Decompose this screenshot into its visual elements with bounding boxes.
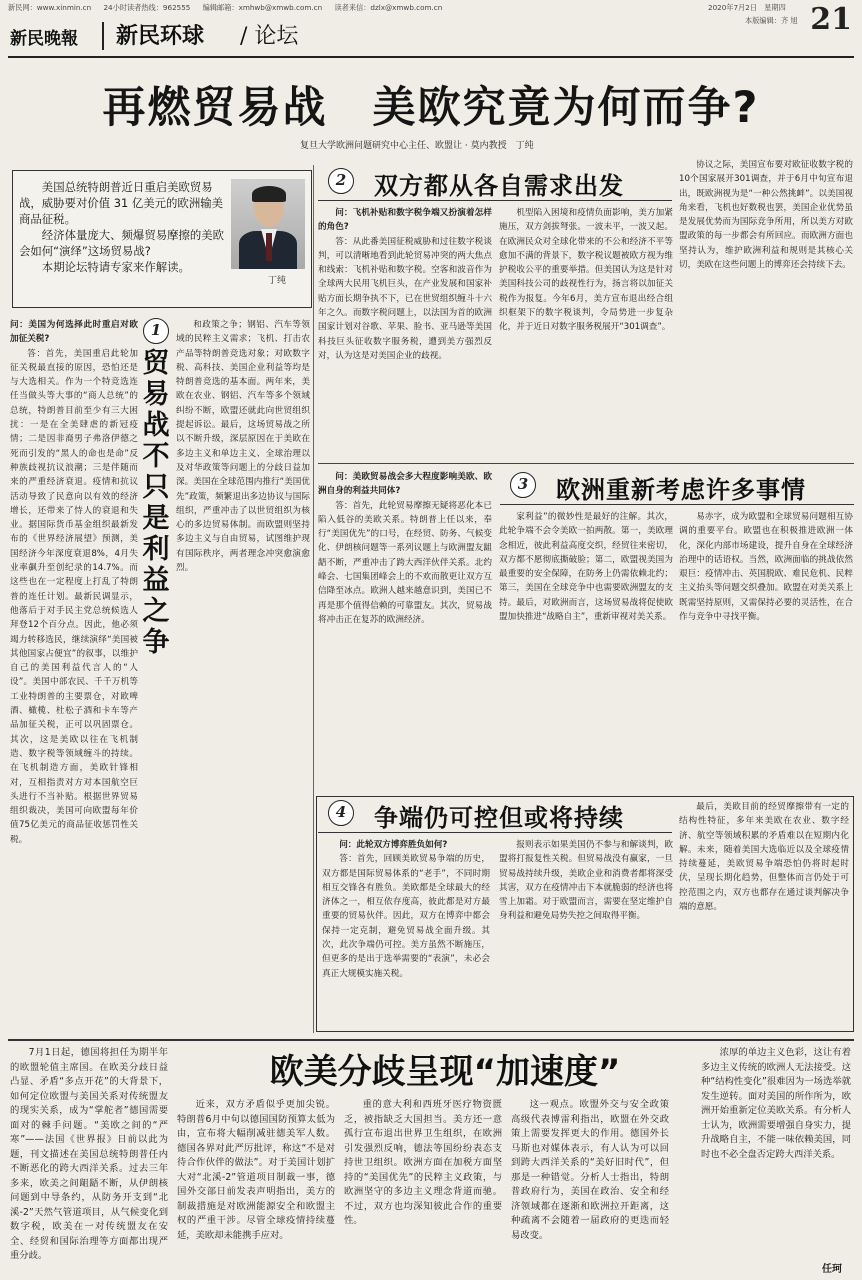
- bottom-author: 任珂: [822, 1264, 842, 1275]
- section-divider: [318, 463, 854, 464]
- author-photo: [231, 179, 305, 269]
- section-2-badge: 2: [328, 168, 354, 194]
- section-3-answer-cont: 家利益”的微妙性是最好的注解。其次，此轮争端不会令美欧一拍两散。第一，美欧理念相近，彼此利益高度交织，经贸往来密切，双方都不愿彻底撕破脸；第二，欧盟视美国为最重要的安全保障，在防务上仍需依赖北约；第三，美国在全球竞争中也需要欧洲盟友的支持。最后，对欧洲而言，这场贸易战将促使欧盟加快推进“战略自主”，重新审视对美关系。: [499, 512, 673, 623]
- section-2-question: 问：飞机补贴和数字税争端又扮演着怎样的角色?: [318, 208, 492, 233]
- section-3-title: 欧洲重新考虑许多事情: [556, 476, 806, 504]
- intro-text: [19, 179, 231, 275]
- section-2-answer-cont: 机型陷入困境和疫情负面影响，美方加紧施压，双方剑拔弩张。一波未平，一波又起。在欧洲民众对全球化带来的不公和经济不平等愈加不满的背景下，数字税议题被欧方视为维护税收公平的重要举措。但美国认为这是针对美国科技公司的歧视性行为，扬言将以加征关税作为报复。今年6月，美方宣布退出经合组织框架下的数字税谈判，令局势进一步复杂化，并于近日对数字服务税展开“301调查”。: [499, 208, 673, 333]
- page-number: 21: [810, 2, 852, 37]
- section-2-column-b: [499, 206, 673, 458]
- section-3-column-c: [679, 510, 853, 790]
- bottom-paragraph: 重的意大利和西班牙医疗物资匮乏，被指缺乏大国担当。美方还一意孤行宣布退出世界卫生组织，在欧洲引发强烈反响，德法等国纷纷表态支持世卫组织。欧洲方面在加税方面坚持的“美国优先”的民粹主义政策，与欧洲坚守的多边主义理念背道而驰。不过，双方也均深知彼此合作的重要性。: [344, 1099, 502, 1226]
- section-1-question: 问：美国为何选择此时重启对欧加征关税?: [10, 320, 138, 345]
- website-text: 新民网：www.xinmin.cn: [8, 3, 92, 12]
- section-name: 新民环球: [116, 23, 205, 49]
- section-4-badge: 4: [328, 800, 354, 826]
- reader-email-text: 读者来信：dzlx@xmwb.com.cn: [334, 3, 443, 12]
- bottom-column-5: [701, 1046, 851, 1258]
- section-3-column-b: [499, 510, 673, 790]
- section-1-answer-cont: 和政策之争；钢铝、汽车等领域的民粹主义需求；飞机、打击农产品等特朗普竞选对象；对欧数字税、高科技、美国企业利益等均是特朗普竞选的基本面。两年来，美欧在农业、钢铝、汽车等多个领域纠纷不断，欧盟还就此向世贸组织提起诉讼。最后，这场贸易战之所以不断升级，深层原因在于美欧在多边主义和单边主义、全球治理以及对华政策等问题上的分歧日益加深。美国在全球范围内推行“美国优先”政策，频繁退出多边协议与国际组织，严重冲击了以世贸组织为核心的多边贸易体制。而欧盟则坚持多边主义与自由贸易，试图维护现有国际秩序，两者理念冲突愈演愈烈。: [176, 320, 310, 574]
- section-3-column-a: [318, 470, 492, 790]
- section-4-column-b: [499, 838, 673, 1028]
- section-4-question: 问：此轮双方博弈胜负如何?: [339, 840, 448, 850]
- bottom-paragraph: 这一观点。欧盟外交与安全政策高级代表博雷利指出，欧盟在外交政策上需要发挥更大的作用。德国外长马斯也对媒体表示，有人认为可以回到跨大西洋关系的“美好旧时代”，但那是一种错觉。分析人士指出，特朗普政府行为，美国在政治、安全和经济领域都在逐渐和欧洲拉开距离，这种疏离不会随着一届政府的更迭而轻易改变。: [511, 1099, 669, 1241]
- section-3-answer-cont: 易赤字，成为欧盟和全球贸易问题相互协调的重要平台。欧盟也在积极推进欧洲一体化，深化内部市场建设，提升自身在全球经济治理中的话语权。当然，欧洲面临的挑战依然艰巨：疫情冲击、英国脱欧、难民危机、民粹主义抬头等问题交织叠加。欧盟在对美关系上既需坚持原则，又需保持必要的灵活性，在合作与竞争中寻找平衡。: [679, 512, 853, 623]
- section-1-title: 贸易战不只是利益之争: [142, 348, 170, 658]
- page-editor: 本版编辑：齐 旭: [745, 16, 798, 25]
- section-4-column-c: [679, 800, 849, 1028]
- section-2-rule: [318, 200, 672, 201]
- bottom-article-title: 欧美分歧呈现“加速度”: [269, 1052, 621, 1092]
- masthead-rule: [8, 56, 854, 58]
- editor-email-text: 编辑邮箱：xmhwb@xmwb.com.cn: [202, 3, 323, 12]
- bottom-paragraph: 近来，双方矛盾似乎更加尖锐。特朗普6月中旬以德国国防预算太低为由，宣布将大幅削减驻德美军人数。德国各界对此严厉批评，称这“不是对待合作伙伴的做法”。对于美国计划扩大对“北溪-2”管道项目制裁一事，德国外交部日前发表声明指出，美方的制裁措施是对欧洲能源安全和欧盟主权的严重干涉。尽管全球疫情持续蔓延，美欧却未能携手应对。: [177, 1099, 335, 1241]
- section-3-badge: 3: [510, 472, 536, 498]
- hotline-text: 24小时读者热线：962555: [103, 3, 191, 12]
- section-2-answer: 答：从此番美国征税威胁和过往数字税谈判，可以清晰地看到此轮贸易冲突的两大焦点和线索：飞机补贴和数字税。空客和波音作为全球两大民用飞机巨头，在产业发展和国家补贴方面长期争执不下，已在世贸组织缠斗十六年之久。而数字税问题上，以法国为首的欧洲国家计划对谷歌、苹果、脸书、亚马逊等美国科技巨头征收数字服务税，遭到美方强烈反对，认为这是对美国企业的歧视。: [318, 236, 492, 361]
- subsection-name: / 论坛: [240, 24, 299, 49]
- section-2-title: 双方都从各自需求出发: [374, 172, 624, 200]
- byline: 复旦大学欧洲问题研究中心主任、欧盟让 · 莫内教授 丁纯: [300, 141, 534, 151]
- section-1-column-b: [176, 318, 310, 1030]
- section-4-title: 争端仍可控但或将持续: [374, 804, 624, 832]
- masthead-separator: [102, 22, 104, 50]
- intro-paragraph: 美国总统特朗普近日重启美欧贸易战，威胁要对价值 31 亿美元的欧洲输美商品征税。: [19, 180, 223, 226]
- section-1-answer: 答：首先，美国重启此轮加征关税最直接的原因，恐怕还是与大选相关。作为一个特竞选连任当做头等大事的“商人总统”的总统，特朗普目前至少有三大困扰：一是在全美肆虐的新冠疫情；二是因非裔男子弗洛伊德之死而引发的“黑人的命也是命”反种族歧视抗议浪潮；三是伴随而来的严重经济衰退。疫情和抗议活动导致了民意向以有效的经济增长，还带来了恃人的衰退和失业。据国际货币基金组织最新发布的《世界经济展望》预测，美国经济今年深度衰退8%，4月失业率飙升至创纪录的14.7%。而这些也在一定程度上打乱了特朗普的连任计划。最新民调显示，他落后于对手民主党总统候选人拜登12个百分点。因此，他必须竭力转移选民，继续演绎“美国被其他国家占便宜”的叙事，以维护自己的美国利益代言人的“人设”。美国中部农民、千千万机等工业特朗普的主要票仓，对欧啤酒、橄榄、杜松子酒和卡车等产品加征关税，正可以巩固票仓。其次，这是美欧以往在飞机制造、数字税等领域缠斗的持续。在飞机制造方面，美欧针锋相对，互相指责对方对本国航空巨头进行不当补贴。根据世界贸易组织裁决，美国可向欧盟每年价值75亿美元的商品征收惩罚性关税。: [10, 348, 138, 845]
- section-4-answer-cont: 报则表示如果美国仍不参与和解谈判，欧盟将打报复性关税。但贸易战没有赢家，一旦贸易战持续升级，美欧企业和消费者都将深受其害，双方在疫情冲击下本就脆弱的经济也将雪上加霜。对于欧盟而言，需要在坚定维护自身利益和避免局势失控之间取得平衡。: [499, 840, 673, 922]
- intro-paragraph: 经济体量庞大、频爆贸易摩擦的美欧会如何“演绎”这场贸易战?: [19, 228, 225, 258]
- issue-date: 2020年7月2日 星期四: [708, 3, 786, 12]
- bottom-column-3: [344, 1098, 502, 1274]
- column-divider: [313, 165, 314, 1033]
- section-3-answer: 答：首先，此轮贸易摩擦无疑将恶化本已陷入低谷的美欧关系。特朗普上任以来，奉行“美国优先”的口号，在经贸、防务、气候变化、伊朗核问题等一系列议题上与欧洲盟友龃龉不断，严重冲击了跨大西洋伙伴关系。北约峰会、七国集团峰会上的不欢而散更让双方互信降至冰点。欧洲人越来越意识到，美国已不再是那个值得信赖的可靠盟友。其次，贸易战将冲击正在复苏的欧洲经济。: [318, 500, 492, 625]
- intro-paragraph: 本期论坛特请专家来作解读。: [41, 260, 190, 274]
- photo-caption: 丁纯: [268, 276, 287, 286]
- section-3-question: 问：美欧贸易战会多大程度影响美欧、欧洲自身的利益共同体?: [318, 472, 492, 497]
- intro-box: [12, 170, 312, 308]
- bottom-paragraph: 浓厚的单边主义色彩，这让有着多边主义传统的欧洲人无法接受。这种“结构性变化”很难因为一场选举就发生逆转。面对美国的所作所为，欧洲开始重新定位美欧关系。有分析人士认为，欧洲需要增强自身实力，提升战略自主，不能一味依赖美国，同时也不必全盘否定跨大西洋关系。: [701, 1047, 851, 1160]
- bottom-column-2: [177, 1098, 335, 1274]
- section-4-answer: 答：首先，回顾美欧贸易争端的历史，双方都是国际贸易体系的“老手”，不同时期相互交锋各有胜负。美欧都是全球最大的经济体之一，相互依存度高，彼此都是对方最重要的贸易伙伴。因此，双方在博弈中都会保持一定克制，避免贸易战全面升级。其次，此次争端仍可控。美方虽然不断施压，但更多的是出于选举需要的“表演”，未必会真正大规模实施关税。: [322, 854, 490, 979]
- section-4-column-a: [322, 838, 490, 1028]
- section-4-answer-cont: 最后，美欧目前的经贸摩擦带有一定的结构性特征，多年来美欧在农业、数字经济、航空等领域积累的矛盾难以在短期内化解。未来，随着美国大选临近以及全球疫情持续蔓延，美欧贸易争端恐怕仍将时起时伏，呈现长期化趋势，但整体而言仍处于可控范围之内，双方也都存在通过谈判解决争端的意愿。: [679, 802, 849, 913]
- section-1-column-a: [10, 318, 138, 1030]
- bottom-article-rule: [8, 1039, 854, 1041]
- section-2-answer-cont: 协议之际，美国宣布要对欧征收数字税的10个国家展开301调查，并于6月中旬宣布退出，既欧洲视为是“一种公然挑衅”。以美国视角来看，飞机也好数税也罢，美国企业优势虽是发展优势而为国际竞争所用，所以美方对欧盟政策的每一步都会有所回应。而欧洲方面也坚持认为，维护欧洲利益和规则是其核心关切，美欧在这些问题上的博弈还会持续下去。: [679, 160, 853, 271]
- page-headline: 再燃贸易战 美欧究竟为何而争?: [102, 83, 760, 133]
- newspaper-logo: 新民晚報: [10, 29, 78, 49]
- bottom-column-1: [10, 1046, 168, 1274]
- section-3-rule: [500, 504, 854, 505]
- section-2-column-c: [679, 158, 853, 458]
- section-2-column-a: [318, 206, 492, 458]
- section-4-rule: [318, 832, 672, 833]
- section-1-badge: 1: [143, 318, 169, 344]
- bottom-column-4: [511, 1098, 669, 1274]
- bottom-paragraph: 7月1日起，德国将担任为期半年的欧盟轮值主席国。在欧美分歧日益凸显、矛盾“多点开花”的大背景下，如何定位欧盟与美国关系对传统盟友的现实关系，成为“掌舵者”德国需要面对的棘手问题。“美欧之间的“严寒”——法国《世界报》日前以此为题，刊文描述在美国总统特朗普任内不断恶化的跨大西洋关系。过去三年多来，欧美之间龃龉不断，从伊朗核问题到中导条约，从防务开支到“北溪-2”天然气管道项目，从气候变化到数字税，欧美在一对传统盟友在安全、经贸和国际治理等方面都出现严重分歧。: [10, 1047, 168, 1261]
